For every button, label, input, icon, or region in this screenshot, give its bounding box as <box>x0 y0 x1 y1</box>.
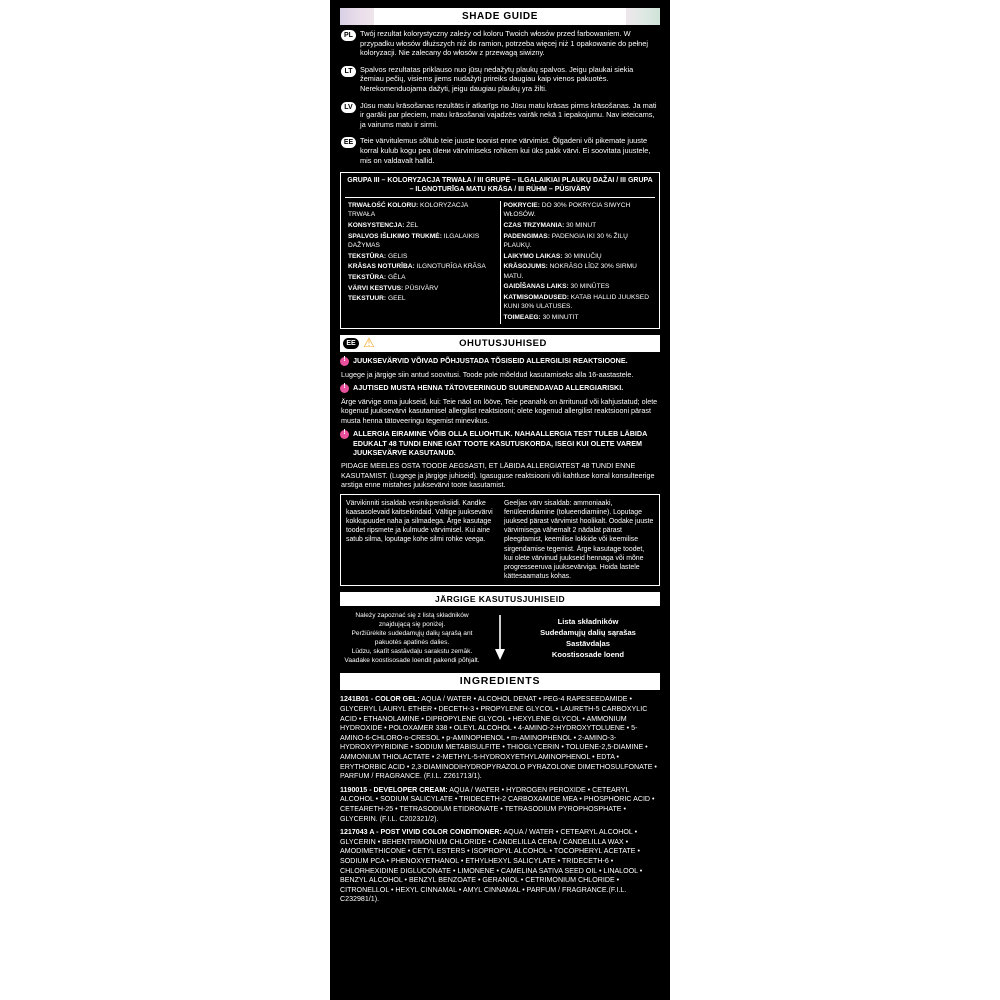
spec-line: KRĀSOJUMS: NOKRĀSO LĪDZ 30% SIRMU MATU. <box>503 263 637 280</box>
usage-right-text <box>512 616 660 660</box>
spec-line: PADENGIMAS: PADENGIA IKI 30 % ŽILŲ PLAUKŲ. <box>503 232 628 249</box>
warning-row <box>340 383 660 393</box>
language-text: Spalvos rezultatas priklauso nuo jūsų nedažytų plaukų spalvos. Jeigu plaukai siekia žemiau pečių, visiems jiems nudažyti prireiks daugiau kaip vienos pakuotės. Nerekomenduojama dažyti, jeigu daugiau plaukų yra žilti. <box>360 64 634 93</box>
exclamation-icon <box>340 357 349 366</box>
spec-column-right <box>500 201 656 323</box>
usage-line: Koostisosade loend <box>551 650 625 660</box>
product-group-box <box>340 172 660 328</box>
ingredient-text: AQUA / WATER • ALCOHOL DENAT • PEG-4 RAPESEEDAMIDE • GLYCERYL LAURYL ETHER • DECETH-3 • PROPYLENE GLYCOL • LAURETH-5 CARBOXYLIC ACID • ETHANOLAMINE • DIPROPYLENE GLYCOL • HEXYLENE GLYCOL • AMMONIUM HYDROXIDE • POLOXAMER 338 • OLEYL ALCOHOL • 4-AMINO-2-HYDROXYTOLUENE • 5-AMINO-6-CHLORO-o-CRESOL • p-AMINOPHENOL • m-AMINOPHENOL • 2-AMINO-3-HYDROXYPYRIDINE • SODIUM METABISULFITE • THIOGLYCERIN • TOLUENE-2,5-DIAMINE • AMMONIUM THIOLACTATE • 2-METHYL-5-HYDROXYETHYLAMINOPHENOL • EDTA • ERYTHORBIC ACID • 2,3-DIAMINODIHYDROPYRAZOLO PYRAZOLONE DIMETHOSULFONATE • PARFUM / FRAGRANCE. (F.I.L. Z261713/1). <box>340 695 657 781</box>
spec-line: VÄRVI KESTVUS: PÜSIVÄRV <box>348 284 439 292</box>
warning-headline: ALLERGIA EIRAMINE VÕIB OLLA ELUOHTLIK. NAHAALLERGIA TEST TULEB LÄBIDA EDUKALT 48 TUNDI ENNE IGAT TOOTE KASUTUSKORDA, ISEGI KUI OLETE VAREM JUUKSEVÄRVE KASUTANUD. <box>353 429 648 457</box>
language-badge: PL <box>341 30 356 41</box>
warning-headline: JUUKSEVÄRVID VÕIVAD PÕHJUSTADA TÕSISEID ALLERGILISI REAKTSIOONE. <box>353 355 628 365</box>
exclamation-icon <box>340 430 349 439</box>
spec-line: LAIKYMO LAIKAS: 30 MINUČIŲ <box>503 252 602 260</box>
spec-line: SPALVOS IŠLIKIMO TRUKMĖ: ILGALAIKIS DAŽYMAS <box>348 232 480 249</box>
ingredient-pointer-row <box>340 611 660 665</box>
usage-line: Lūdzu, skatīt sastāvdaļu sarakstu zemāk. <box>351 648 473 656</box>
warning-headline: AJUTISED MUSTA HENNA TÄTOVEERINGUD SUURENDAVAD ALLERGIARISKI. <box>353 382 624 392</box>
safety-warning-list <box>340 356 660 490</box>
language-text: Jūsu matu krāsošanas rezultāts ir atkarīgs no Jūsu matu krāsas pirms krāsošanas. Ja mati ir garāki par pleciem, matu krāsošanai vajadzēs vairāk nekā 1 iepakojumu. Nav ieteicams, ja vairums matu ir sirmi. <box>360 100 657 129</box>
language-block <box>340 29 660 58</box>
usage-title: JÄRGIGE KASUTUSJUHISEID <box>340 592 660 606</box>
spec-line: KONSYSTENCJA: ŻEL <box>348 222 419 230</box>
warning-body: PIDAGE MEELES OSTA TOODE AEGSASTI, ET LÄBIDA ALLERGIATEST 48 TUNDI ENNE KASUTAMIST. (Lugege ja järgige juhiseid). Igasuguse reaktsiooni või kahtluse korral konsulteerige arstiga enne mistahes juuksevärvi toote kasutamist. <box>341 461 655 490</box>
spec-line: KATMISOMADUSED: KATAB HALLID JUUKSED KUNI 30% ULATUSES. <box>503 293 649 311</box>
ingredient-code: 1190015 - DEVELOPER CREAM: <box>340 785 448 794</box>
warning-row <box>340 356 660 366</box>
language-block <box>340 136 660 165</box>
shade-guide-title: SHADE GUIDE <box>374 8 626 25</box>
spec-line: TEKSTUUR: GEEL <box>348 295 406 303</box>
spec-line: POKRYCIE: DO 30% POKRYCIA SIWYCH WŁOSÓW. <box>503 202 631 219</box>
language-badge: LT <box>341 66 356 77</box>
exclamation-icon <box>340 384 349 393</box>
warning-body: Lugege ja järgige siin antud soovitusi. Toode pole mõeldud kasutamiseks alla 16-aastastele. <box>341 369 634 379</box>
ingredient-text: AQUA / WATER • HYDROGEN PEROXIDE • CETEARYL ALCOHOL • SODIUM SALICYLATE • TRIDECETH-2 CARBOXAMIDE MEA • PHOSPHORIC ACID • CETEARETH-25 • TETRASODIUM ETIDRONATE • TETRASODIUM PYROPHOSPHATE • GLYCERIN. (F.I.L. C202321/2). <box>340 785 655 823</box>
ingredient-text: AQUA / WATER • CETEARYL ALCOHOL • GLYCERIN • BEHENTRIMONIUM CHLORIDE • CANDELILLA CERA / CANDELILLA WAX • AMODIMETHICONE • CETYL ESTERS • ISOPROPYL ALCOHOL • TOCOPHERYL ACETATE • SODIUM PCA • PHENOXYETHANOL • ETHYLHEXYL SALICYLATE • TRIDECETH-6 • CHLORHEXIDINE DIGLUCONATE • LIMONENE • CAMELINA SATIVA SEED OIL • LINALOOL • BENZYL ALCOHOL • BENZYL BENZOATE • GERANIOL • CETRIMONIUM CHLORIDE • CITRONELLOL • HEXYL CINNAMAL • AMYL CINNAMAL • PARFUM / FRAGRANCE.(F.I.L. C232981/1). <box>340 828 643 904</box>
group-title: GRUPA III – KOLORYZACJA TRWAŁA / III GRUPĖ – ILGALAIKIAI PLAUKŲ DAŽAI / III GRUPA – ILGNOTURĪGA MATU KRĀSA / III RÜHM – PÜSIVÄRV <box>345 176 655 198</box>
ingredients-marker-left <box>340 673 362 690</box>
language-block <box>340 101 660 130</box>
shade-swatch-right <box>626 8 660 25</box>
safety-note-box <box>340 494 660 587</box>
usage-line: Lista składników <box>557 617 619 627</box>
language-text: Teie värvitulemus sõltub teie juuste toonist enne värvimist. Õlgadeni või pikemate juuste korral kulub kogu pea ülени värvimiseks rohkem kui üks pakk värvi. Ei soovitata juustele, mis on valdavalt hallid. <box>360 136 651 165</box>
spec-line: TEKSTŪRA: GELIS <box>348 252 408 260</box>
warning-body: Ärge värvige oma juukseid, kui: Teie näol on lööve, Teie peanahk on ärritunud või kahjustatud; olete kogenud juuksevärvi kasutamisel allergilist reaktsiooni; olete kogenud allergilist reaktsiooni pärast musta henna tätoveeringu tegemist minevikus. <box>341 396 658 425</box>
label-panel <box>330 0 670 1000</box>
ingredients-title: INGREDIENTS <box>362 673 638 690</box>
ingredients-header <box>340 673 660 690</box>
spec-line: CZAS TRZYMANIA: 30 MINUT <box>503 222 597 230</box>
language-block-list <box>340 29 660 165</box>
usage-left-text <box>340 611 488 665</box>
ee-language-badge: EE <box>343 338 359 349</box>
ingredient-code: 1217043 A - POST VIVID COLOR CONDITIONER: <box>340 828 502 837</box>
usage-line: Sastāvdaļas <box>566 639 610 649</box>
ingredient-block <box>340 786 660 824</box>
usage-line: Należy zapoznać się z listą składników znajdującą się poniżej. <box>355 612 469 629</box>
spec-column-left <box>345 201 500 323</box>
language-badge: LV <box>341 102 356 113</box>
spec-line: TOIMEAEG: 30 MINUTIT <box>503 313 579 321</box>
ingredients-body <box>340 695 660 904</box>
ingredient-block <box>340 828 660 905</box>
safety-note-col1: Värvikinniti sisaldab vesinikperoksiidi. Kandke kaasasolevaid kaitsekindaid. Vältige juuksevärvi kokkupuudet naha ja silmadega. Ärge kasutage toodet ripsmete ja kulmude värvimisel. Kui aine satub silma, loputage kohe silmi rohke veega. <box>346 499 493 544</box>
spec-line: GAIDĪŠANAS LAIKS: 30 MINŪTES <box>503 283 610 291</box>
ingredients-marker-right <box>638 673 660 690</box>
language-text: Twój rezultat kolorystyczny zależy od koloru Twoich włosów przed farbowaniem. W przypadku włosów dłuższych niż do ramion, potrzeba więcej niż 1 opakowanie do pełnej koloryzacji. Nie zalecany do włosów z przewagą siwizny. <box>360 29 648 58</box>
spec-line: TEKSTŪRA: GĒLA <box>348 274 406 282</box>
down-arrow-icon <box>488 615 512 661</box>
warning-triangle-icon: ⚠ <box>363 335 375 351</box>
ingredient-block <box>340 695 660 781</box>
safety-note-col2: Geeljas värv sisaldab: ammoniaaki, fenüleendiamine (tolueendiamiine). Loputage juuksed pärast värvimist hoolikalt. Oodake juuste värvimisega vähemalt 2 nädalat pärast pleegitamist, keemilise lokkide või keemilise sirgendamise tegemist. Ärge kasutage toodet, kui olete värvinud juukseid hennaga või mõne progresseeruva juuksevärviga. Hoida lastele kättesaamatus kohas. <box>504 499 654 581</box>
shade-swatch-left <box>340 8 374 25</box>
safety-title: OHUTUSJUHISED <box>459 337 547 349</box>
ingredient-code: 1241B01 - COLOR GEL: <box>340 695 420 704</box>
usage-line: Peržiūrėkite sudedamųjų dalių sąrašą ant pakuotės apatinės dalies. <box>351 630 473 647</box>
language-badge: EE <box>341 137 356 148</box>
spec-line: TRWAŁOŚĆ KOLORU: KOLORYZACJA TRWAŁA <box>348 202 468 219</box>
usage-line: Vaadake koostisosade loendit pakendi põhjalt. <box>344 657 480 665</box>
language-block <box>340 65 660 94</box>
safety-header <box>340 335 660 352</box>
spec-line: KRĀSAS NOTURĪBA: ILGNOTURĪGA KRĀSA <box>348 263 486 271</box>
usage-line: Sudedamųjų dalių sąrašas <box>540 628 636 638</box>
shade-guide-header <box>340 8 660 25</box>
warning-row <box>340 429 660 457</box>
